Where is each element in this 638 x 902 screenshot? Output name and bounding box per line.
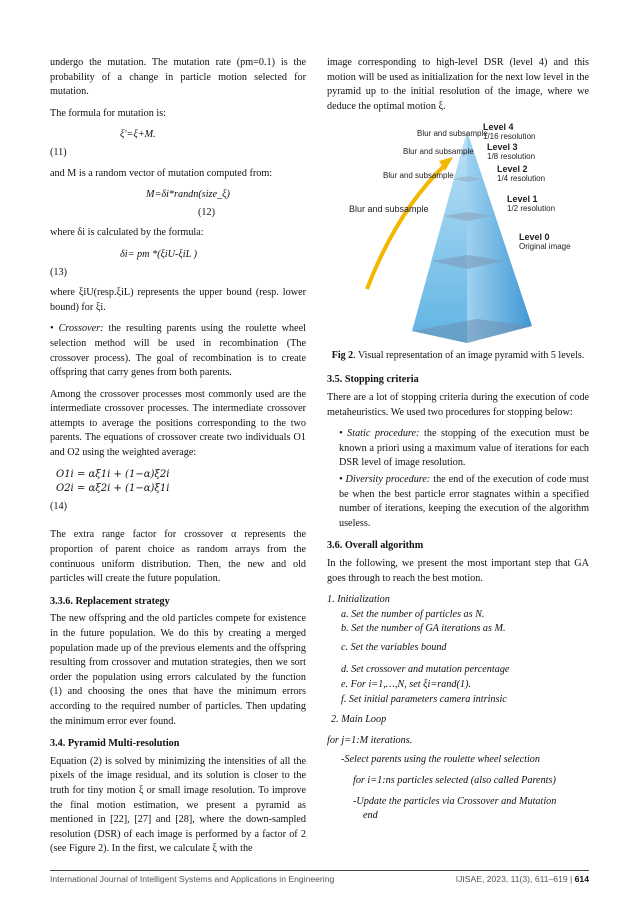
alg-step: for j=1:M iterations. (327, 734, 413, 746)
blur-label-2: Blur and subsample (383, 171, 454, 181)
crossover-text: the resulting parents using the roulette wheel selection method will be used in recombination (The crossover process). The goal of recombination is to create offspring that carry genes from both parents. (50, 323, 307, 379)
equation-11: ξ'=ξ+M. (120, 129, 156, 141)
alg-step: f. Set initial parameters camera intrinsic (341, 693, 507, 705)
equation-14b: O2i = αξ2i + (1−α)ξ1i (56, 483, 170, 495)
blur-label-1: Blur and subsample (349, 204, 429, 215)
figure-caption (327, 349, 589, 363)
caption-text: . Visual representation of an image pyramid with 5 levels. (353, 350, 585, 362)
paragraph: The new offspring and the old particles compete for existence in the future population. We do this by creating a merged population made up of the previous elements and the offspring resulting from crossover and mutation strategies, then we sort order the population using errors calculated by the function (1) and choosing the ones that have the minimum errors according to the required number of particles. Then updating the minimum error ever found. (50, 613, 306, 727)
paragraph: There are a lot of stopping criteria during the execution of code metaheuristics. We used two procedures for stopping below: (327, 391, 589, 418)
level-3-label: Level 3 1/8 resolution (487, 142, 536, 162)
alg-step: a. Set the number of particles as N. (341, 608, 485, 620)
paragraph: where δi is calculated by the formula: (50, 227, 204, 239)
section-heading: 3.3.6. Replacement strategy (50, 595, 170, 607)
alg-step: 1. Initialization (327, 594, 390, 606)
pyramid-left-face (412, 131, 467, 343)
section-heading: 3.4. Pyramid Multi-resolution (50, 738, 180, 750)
page-footer (50, 870, 589, 884)
level-0-label: Level 0 Original image (519, 232, 571, 252)
alg-step: d. Set crossover and mutation percentage (341, 664, 510, 676)
paragraph: undergo the mutation. The mutation rate (pm=0.1) is the probability of a change in particle motion selected for mutation. (50, 57, 306, 98)
crossover-lead: • Crossover: (50, 323, 104, 335)
left-column (50, 56, 306, 864)
level-2-label: Level 2 1/4 resolution (497, 164, 546, 184)
right-column (327, 56, 589, 824)
equation-12: M=δi*randn(size_ξ) (146, 189, 230, 201)
caption-label: Fig 2 (331, 350, 354, 362)
bullet-diversity: • Diversity procedure: the end of the execution of code must be when the best particle error stagnates within a specified number of iterations, keeping the execution of the algorithm useless. (339, 473, 590, 529)
equation-number: (12) (198, 206, 215, 218)
equation-14a: O1i = αξ1i + (1−α)ξ2i (56, 468, 170, 480)
section-heading: 3.6. Overall algorithm (327, 540, 424, 552)
paragraph: and M is a random vector of mutation computed from: (50, 167, 273, 179)
level-1-label: Level 1 1/2 resolution (507, 194, 556, 214)
alg-step: end (363, 810, 378, 822)
alg-step: e. For i=1,…,N, set ξi=rand(1). (341, 679, 471, 691)
algorithm-list (327, 593, 589, 824)
page-number: 614 (574, 874, 589, 884)
alg-step: 2. Main Loop (331, 714, 387, 726)
journal-name: International Journal of Intelligent Systems and Applications in Engineering (50, 874, 335, 884)
bullet-static: • Static procedure: the stopping of the execution must be known a priori using a maximum value of iterations for each DSR level of image resolution. (339, 428, 589, 469)
image-pyramid-figure (327, 121, 589, 345)
paragraph (50, 322, 306, 380)
paragraph: Among the crossover processes most commonly used are the intermediate crossover processes. The intermediate crossover attempts to average the positions corresponding to the two parents. The equations of crossover create two individuals O1 and O2 using the weighted average: (50, 388, 306, 459)
paragraph: In the following, we present the most important step that GA goes through to reach the best motion. (327, 557, 589, 584)
alg-step: -Update the particles via Crossover and Mutation (353, 795, 557, 807)
paragraph: The extra range factor for crossover α represents the proportion of parent choice as random arrays from the continuous uniform distribution. Then, the new and old particles will create the future population. (50, 529, 306, 585)
equation-number: (14) (50, 500, 67, 512)
citation: IJISAE, 2023, 11(3), 611–619 | 614 (455, 874, 589, 884)
equation-14 (50, 468, 306, 497)
equation-number: (13) (50, 266, 67, 278)
level-4-label: Level 4 1/16 resolution (483, 122, 536, 142)
alg-step: for i=1:ns particles selected (also called Parents) (353, 775, 556, 787)
alg-step: c. Set the variables bound (341, 641, 447, 653)
equation-13: δi= pm *(ξiU-ξiL ) (120, 248, 198, 260)
alg-step: -Select parents using the roulette wheel selection (341, 754, 540, 766)
paragraph: where ξiU(resp.ξiL) represents the upper bound (resp. lower bound) for ξi. (50, 287, 306, 313)
alg-step: b. Set the number of GA iterations as M. (341, 623, 506, 635)
section-heading: 3.5. Stopping criteria (327, 374, 419, 386)
paragraph: The formula for mutation is: (50, 107, 166, 119)
paragraph: image corresponding to high-level DSR (level 4) and this motion will be used as initialization for the next low level in the pyramid up to the initial resolution of the image, where we deduce the optimal motion ξ. (327, 57, 589, 112)
paragraph: Equation (2) is solved by minimizing the intensities of all the pixels of the image residual, and its solution is closer to the truth for tiny motion ξ or small image resolution. To improve the final motion estimation, we present a pyramid as mentioned in [22], [27] and [28], where the down-sampled resolution (DSR) of each image is performed by a factor of 2 (see Figure 2). In the first, we calculate ξ with the (50, 755, 306, 855)
blur-label-3: Blur and subsample (403, 147, 474, 157)
equation-number: (11) (50, 146, 67, 158)
blur-label-4: Blur and subsample (417, 129, 488, 139)
